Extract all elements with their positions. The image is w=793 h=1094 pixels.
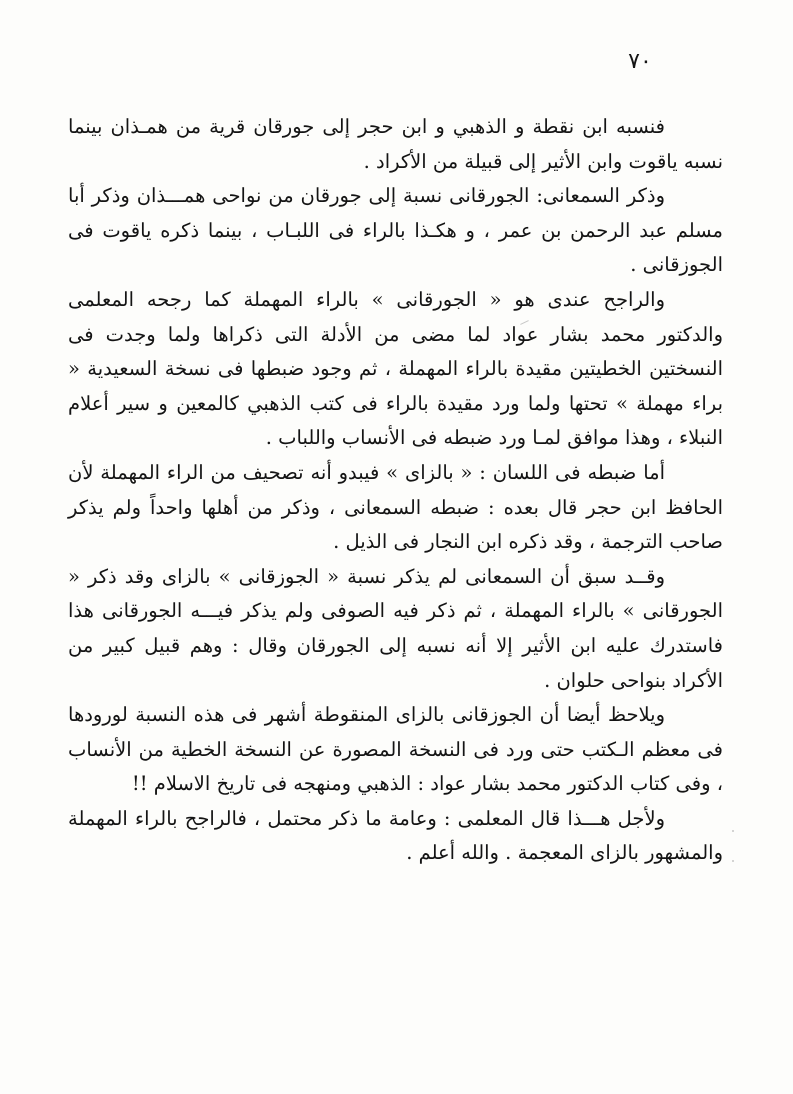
paragraph-1: فنسبه ابن نقطة و الذهبي و ابن حجر إلى جورقان قرية من همـذان بينما نسبه ياقوت وابن الأثير إلى قبيلة من الأكراد . — [68, 115, 723, 173]
scan-speck — [732, 830, 734, 832]
paragraph-7: ولأجل هـــذا قال المعلمى : وعامة ما ذكر محتمل ، فالراجح بالراء المهملة والمشهور بالزاى المعجمة . والله أعلم . — [68, 806, 723, 865]
paragraph-2: وذكر السمعانى: الجورقانى نسبة إلى جورقان من نواحى همـــذان وذكر أبا مسلم عبد الرحمن بن عمر ، و هكـذا بالراء فى اللبـاب ، بينما ذكره ياقوت فى الجوزقانى . — [68, 184, 723, 277]
paragraph-5: وقــد سبق أن السمعانى لم يذكر نسبة « الجوزقانى » بالزاى وقد ذكر « الجورقانى » بالراء المهملة ، ثم ذكر فيه الصوفى ولم يذكر فيـــه الجورقانى هذا فاستدرك عليه ابن الأثير إلا أنه نسبه إلى الجورقان وقال : وهم قبيل كبير من الأكراد بنواحى حلوان . — [68, 564, 723, 692]
paragraph-3: والراجح عندى هو « الجورقانى » بالراء المهملة كما رجحه المعلمى والدكتور محمد بشار عواد لما مضى من الأدلة التى ذكراها ولما وجدت فى النسختين الخطيتين مقيدة بالراء المهملة ، ثم وجود ضبطها فى نسخة السعيدية « براء مهملة » تحتها ولما ورد مقيدة بالراء فى كتب الذهبي كالمعين و سير أعلام النبلاء ، وهذا موافق لمـا ورد ضبطه فى الأنساب واللباب . — [68, 287, 723, 450]
paragraph-4: أما ضبطه فى اللسان : « بالزاى » فيبدو أنه تصحيف من الراء المهملة لأن الحافظ ابن حجر قال بعده : ضبطه السمعانى ، وذكر من أهلها واحداً ولم يذكر صاحب الترجمة ، وقد ذكره ابن النجار فى الذيل . — [68, 460, 723, 554]
paragraph-6: ويلاحظ أيضا أن الجوزقانى بالزاى المنقوطة أشهر فى هذه النسبة لورودها فى معظم الـكتب حتى ورد فى النسخة المصورة عن النسخة الخطية من الأنساب ، وفى كتاب الدكتور محمد بشار عواد : الذهبي ومنهجه فى تاريخ الاسلام !! — [68, 703, 723, 796]
scan-speck — [732, 860, 734, 862]
page-number: ٧٠ — [628, 49, 652, 74]
main-text-block — [68, 110, 723, 871]
